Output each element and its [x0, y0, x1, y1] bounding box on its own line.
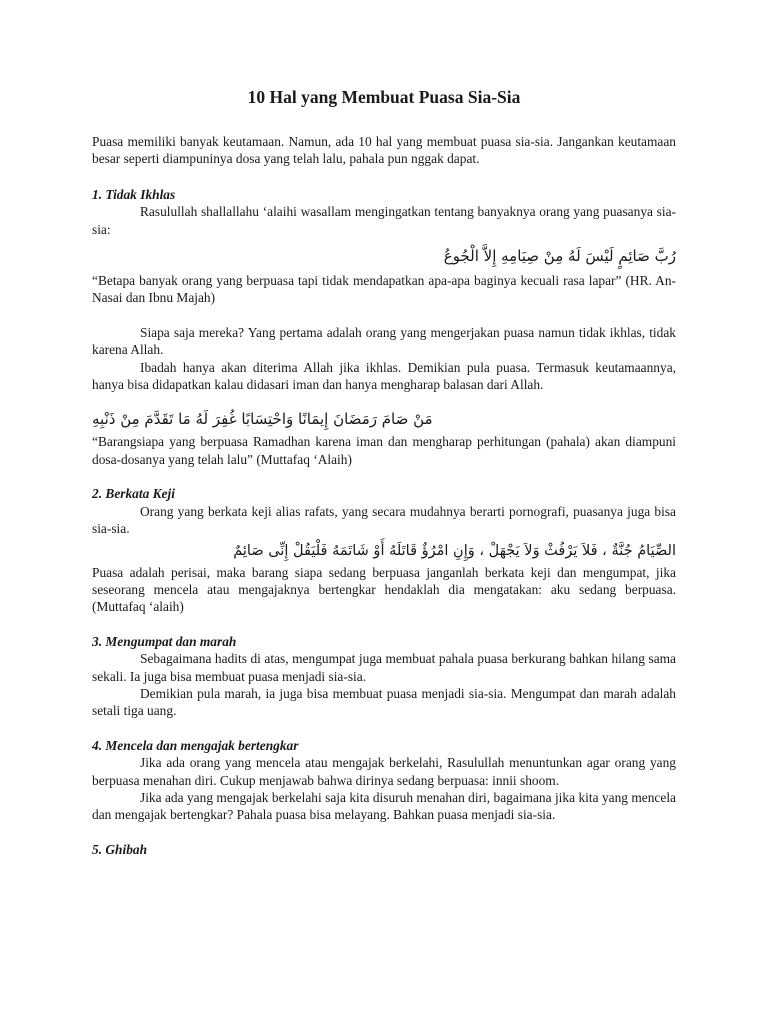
section1-arabic-hadith-2: مَنْ صَامَ رَمَضَانَ إِيمَانًا وَاحْتِسَابًا غُفِرَ لَهُ مَا تَقَدَّمَ مِنْ ذَنْبِهِ	[92, 410, 433, 429]
section-heading-3: 3. Mengumpat dan marah	[92, 633, 237, 649]
section1-arabic-hadith-1: رُبَّ صَائِمٍ لَيْسَ لَهُ مِنْ صِيَامِهِ إِلاَّ الْجُوعُ	[443, 247, 676, 266]
section-heading-4: 4. Mencela dan mengajak bertengkar	[92, 737, 299, 753]
section4-paragraph-1: Jika ada orang yang mencela atau mengajak berkelahi, Rasulullah menuntunkan agar orang yang berpuasa menahan diri. Cukup menjawab bahwa dirinya sedang berpuasa: innii shoom.	[92, 755, 676, 788]
section2-translation: Puasa adalah perisai, maka barang siapa sedang berpuasa janganlah berkata keji dan mengumpat, jika seseorang mencela atau mengajaknya bertengkar hendaklah dia mengatakan: aku sedang berpuasa. (Muttafaq ‘alaih)	[92, 564, 676, 615]
intro-paragraph: Puasa memiliki banyak keutamaan. Namun, ada 10 hal yang membuat puasa sia-sia. Jangankan keutamaan besar seperti diampuninya dosa yang telah lalu, pahala pun nggak dapat.	[92, 134, 676, 167]
section2-arabic-hadith: الصِّيَامُ جُنَّةٌ ، فَلاَ يَرْفُثْ وَلاَ يَجْهَلْ ، وَإِنِ امْرُؤٌ قَاتَلَهُ أَوْ شَاتَمَهُ فَلْيَقُلْ إِنِّى صَائِمٌ	[233, 542, 676, 559]
section-heading-1: 1. Tidak Ikhlas	[92, 186, 176, 202]
section1-paragraph-1: Rasulullah shallallahu ‘alaihi wasallam mengingatkan tentang banyaknya orang yang puasanya sia-sia:	[92, 204, 676, 237]
section1-translation-1: “Betapa banyak orang yang berpuasa tapi tidak mendapatkan apa-apa baginya kecuali rasa lapar” (HR. An-Nasai dan Ibnu Majah)	[92, 273, 676, 306]
section1-paragraph-2: Siapa saja mereka? Yang pertama adalah orang yang mengerjakan puasa namun tidak ikhlas, tidak karena Allah.	[92, 324, 676, 358]
section1-translation-2: “Barangsiapa yang berpuasa Ramadhan karena iman dan mengharap perhitungan (pahala) akan diampuni dosa-dosanya yang telah lalu” (Muttafaq ‘Alaih)	[92, 434, 676, 467]
page-title: 10 Hal yang Membuat Puasa Sia-Sia	[247, 87, 521, 107]
section-heading-2: 2. Berkata Keji	[92, 486, 175, 502]
section4-paragraph-2: Jika ada yang mengajak berkelahi saja kita disuruh menahan diri, bagaimana jika kita yang mencela dan mengajak bertengkar? Pahala puasa bisa melayang. Bahkan puasa menjadi sia-sia.	[92, 789, 676, 823]
section2-paragraph-1: Orang yang berkata keji alias rafats, yang secara mudahnya berarti pornografi, puasanya juga bisa sia-sia.	[92, 503, 676, 537]
section3-paragraph-2: Demikian pula marah, ia juga bisa membuat puasa menjadi sia-sia. Mengumpat dan marah adalah setali tiga uang.	[92, 685, 676, 719]
section3-paragraph-1: Sebagaimana hadits di atas, mengumpat juga membuat pahala puasa berkurang bahkan hilang sama sekali. Ia juga bisa membuat puasa menjadi sia-sia.	[92, 651, 676, 684]
section-heading-5: 5. Ghibah	[92, 841, 148, 857]
section1-paragraph-3: Ibadah hanya akan diterima Allah jika ikhlas. Demikian pula puasa. Termasuk keutamaannya, hanya bisa didapatkan kalau didasari iman dan hanya mengharap balasan dari Allah.	[92, 359, 676, 393]
